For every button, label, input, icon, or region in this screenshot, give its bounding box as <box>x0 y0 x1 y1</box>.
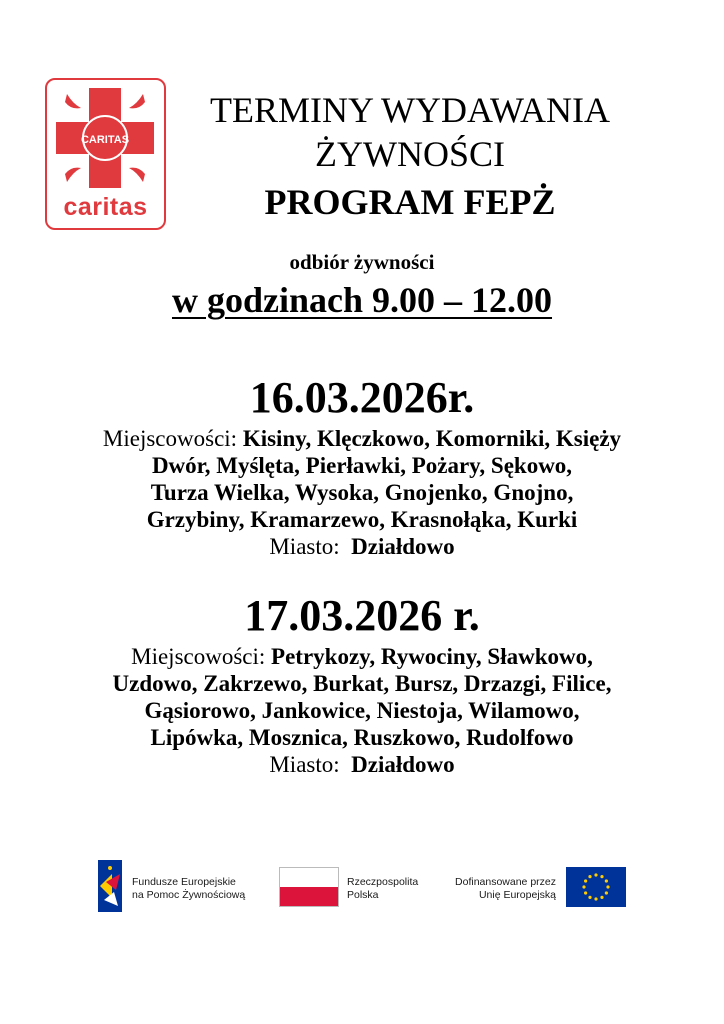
localities-line: Uzdowo, Zakrzewo, Burkat, Bursz, Drzazgi, Filice, <box>112 671 612 696</box>
eu-star <box>588 896 591 899</box>
localities-line: Lipówka, Mosznica, Ruszkowo, Rudolfowo <box>150 725 574 750</box>
eu-funds-label <box>132 876 245 902</box>
city-line <box>60 751 664 778</box>
caritas-cross-text: CARITAS <box>80 134 130 146</box>
eu-funds-line1: Fundusze Europejskie <box>132 876 236 888</box>
distribution-date-2: 17.03.2026 r. <box>244 591 480 640</box>
program-title: PROGRAM FEPŻ <box>264 182 556 222</box>
eu-funds-logo-icon <box>98 860 128 912</box>
pickup-label-row <box>0 250 724 275</box>
localities-block-1 <box>60 425 664 560</box>
localities-line <box>60 425 664 452</box>
funding-footer <box>0 860 724 920</box>
localities-line: Gąsiorowo, Jankowice, Niestoja, Wilamowo, <box>144 698 580 723</box>
eu-star <box>584 891 587 894</box>
eu-line1: Dofinansowane przez <box>455 876 556 888</box>
city-line <box>60 533 664 560</box>
rp-label <box>347 876 418 902</box>
eu-star <box>605 891 608 894</box>
caritas-logo-word: caritas <box>63 193 148 221</box>
eu-star <box>594 897 597 900</box>
localities-line <box>60 643 664 670</box>
polish-flag-icon <box>279 867 339 907</box>
eu-star <box>600 875 603 878</box>
pickup-hours: w godzinach 9.00 – 12.00 <box>171 280 553 320</box>
eu-flag-icon <box>566 867 626 907</box>
eu-star <box>600 896 603 899</box>
localities-line: Grzybiny, Kramarzewo, Krasnołąka, Kurki <box>146 507 578 532</box>
localities-text: Petrykozy, Rywociny, Sławkowo, <box>271 644 593 669</box>
eu-cofinanced-label <box>440 876 556 902</box>
distribution-date-1: 16.03.2026r. <box>249 373 475 422</box>
eu-star <box>582 885 585 888</box>
caritas-logo <box>45 78 166 230</box>
page-title-line2: ŻYWNOŚCI <box>315 134 505 174</box>
eu-star <box>605 879 608 882</box>
localities-line: Dwór, Myślęta, Pierławki, Pożary, Sękowo, <box>151 453 573 478</box>
eu-star <box>594 873 597 876</box>
rp-line1: Rzeczpospolita <box>347 876 419 888</box>
localities-text: Kisiny, Klęczkowo, Komorniki, Księży <box>242 426 622 451</box>
page-title-line1: TERMINY WYDAWANIA <box>209 90 611 130</box>
eu-funds-line2: na Pomoc Żywnościową <box>132 889 246 901</box>
city-name: Działdowo <box>351 534 455 559</box>
localities-line: Turza Wielka, Wysoka, Gnojenko, Gnojno, <box>150 480 574 505</box>
city-name: Działdowo <box>351 752 455 777</box>
localities-label: Miejscowości: <box>102 426 238 451</box>
eu-star <box>588 875 591 878</box>
eu-star <box>606 885 609 888</box>
caritas-cross-icon <box>47 80 164 190</box>
eu-line2: Unię Europejską <box>478 889 556 901</box>
pickup-label: odbiór żywności <box>289 250 435 274</box>
localities-block-2 <box>60 643 664 778</box>
city-label: Miasto: <box>269 534 340 559</box>
eu-star <box>584 879 587 882</box>
pickup-hours-row <box>0 278 724 322</box>
localities-label: Miejscowości: <box>131 644 266 669</box>
rp-line2: Polska <box>347 889 379 901</box>
city-label: Miasto: <box>269 752 340 777</box>
